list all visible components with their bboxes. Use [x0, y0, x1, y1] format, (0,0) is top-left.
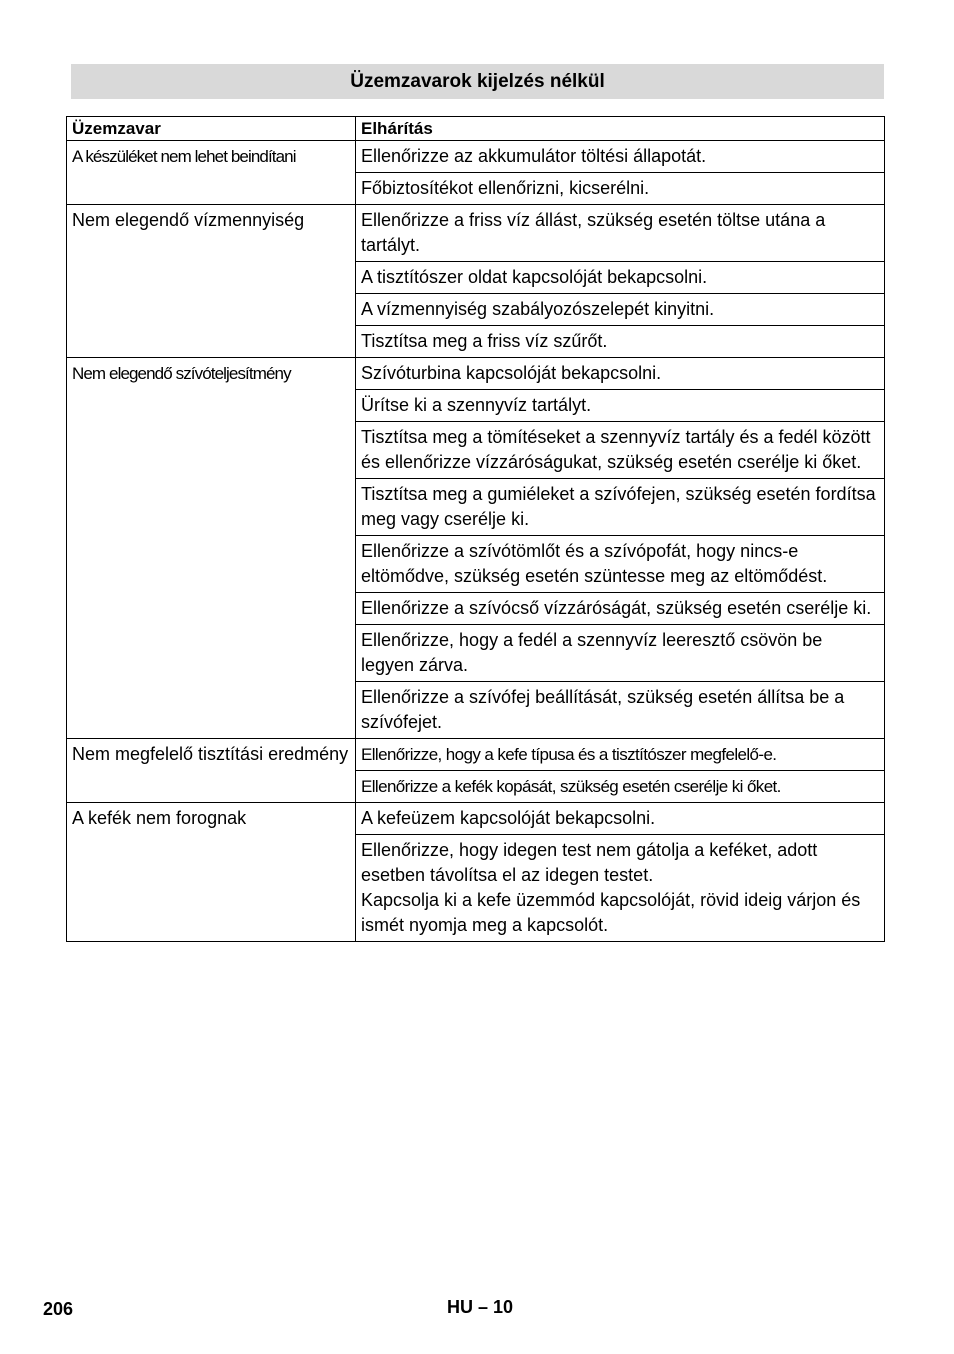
page-number: 206 — [43, 1299, 74, 1319]
remedy-cell: A vízmennyiség szabályozószelepét kinyitni. — [356, 294, 885, 326]
header-remedy: Elhárítás — [356, 117, 885, 141]
remedy-cell: Tisztítsa meg a gumiéleket a szívófejen, szükség esetén fordítsa meg vagy cserélje ki. — [356, 479, 885, 536]
remedy-cell: Ellenőrizze, hogy a kefe típusa és a tisztítószer megfelelő-e. — [356, 739, 885, 771]
remedy-cell: Ellenőrizze a szívócső vízzáróságát, szükség esetén cserélje ki. — [356, 593, 885, 625]
fault-cell: Nem elegendő szívóteljesítmény — [67, 358, 356, 739]
table-header-row — [67, 117, 885, 141]
remedy-cell: Ellenőrizze a friss víz állást, szükség esetén töltse utána a tartályt. — [356, 205, 885, 262]
troubleshooting-table — [66, 116, 885, 942]
footer-label: HU – 10 — [447, 1297, 514, 1317]
remedy-cell: Ürítse ki a szennyvíz tartályt. — [356, 390, 885, 422]
remedy-cell: Tisztítsa meg a friss víz szűrőt. — [356, 326, 885, 358]
remedy-line: Ellenőrizze, hogy idegen test nem gátolja a keféket, adott esetben távolítsa el az idegen testet. — [361, 840, 818, 885]
remedy-cell: Ellenőrizze a szívófej beállítását, szükség esetén állítsa be a szívófejet. — [356, 682, 885, 739]
fault-cell: Nem elegendő vízmennyiség — [67, 205, 356, 358]
remedy-cell-multi — [356, 835, 885, 942]
table-row — [67, 358, 885, 390]
remedy-cell: Szívóturbina kapcsolóját bekapcsolni. — [356, 358, 885, 390]
table-row — [67, 205, 885, 262]
remedy-cell: A kefeüzem kapcsolóját bekapcsolni. — [356, 803, 885, 835]
remedy-cell: Ellenőrizze a szívótömlőt és a szívópofát, hogy nincs-e eltömődve, szükség esetén szüntesse meg az eltömődést. — [356, 536, 885, 593]
remedy-cell: Ellenőrizze az akkumulátor töltési állapotát. — [356, 141, 885, 173]
remedy-cell: Főbiztosítékot ellenőrizni, kicserélni. — [356, 173, 885, 205]
table-row — [67, 803, 885, 835]
table-row — [67, 739, 885, 771]
remedy-cell: A tisztítószer oldat kapcsolóját bekapcsolni. — [356, 262, 885, 294]
remedy-cell: Ellenőrizze, hogy a fedél a szennyvíz leeresztő csövön be legyen zárva. — [356, 625, 885, 682]
remedy-cell: Tisztítsa meg a tömítéseket a szennyvíz tartály és a fedél között és ellenőrizze vízzáróságukat, szükség esetén cserélje ki őket. — [356, 422, 885, 479]
table-row — [67, 141, 885, 173]
section-title: Üzemzavarok kijelzés nélkül — [71, 64, 884, 99]
fault-cell: A készüléket nem lehet beindítani — [67, 141, 356, 205]
remedy-line: Kapcsolja ki a kefe üzemmód kapcsolóját, rövid ideig várjon és ismét nyomja meg a kapcsolót. — [361, 890, 861, 935]
header-fault: Üzemzavar — [67, 117, 356, 141]
fault-cell: Nem megfelelő tisztítási eredmény — [67, 739, 356, 803]
fault-cell: A kefék nem forognak — [67, 803, 356, 942]
remedy-cell: Ellenőrizze a kefék kopását, szükség esetén cserélje ki őket. — [356, 771, 885, 803]
